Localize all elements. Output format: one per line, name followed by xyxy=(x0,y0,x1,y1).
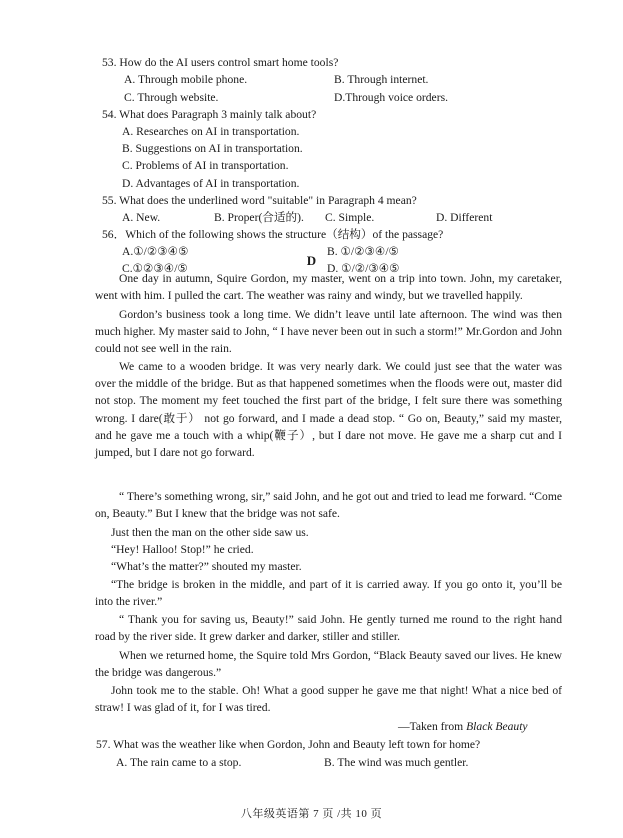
page-footer: 八年级英语第 7 页 /共 10 页 xyxy=(240,808,383,820)
passage-paragraph-8: “The bridge is broken in the middle, and part of it is carried away. If you go onto it, you’ll be into the river.” xyxy=(95,578,562,609)
source-prefix: —Taken from xyxy=(398,720,467,733)
question-54-option-d: D. Advantages of AI in transportation. xyxy=(122,177,300,190)
question-56-option-c: C.①②③④/⑤ xyxy=(122,262,188,275)
question-55-stem: 55. What does the underlined word "suitable" in Paragraph 4 mean? xyxy=(102,194,417,207)
question-53-option-b: B. Through internet. xyxy=(334,73,429,86)
passage-paragraph-2: Gordon’s business took a long time. We didn’t leave until late afternoon. The wind was then much higher. My master said to John, “ I have never been out in such a storm!” Mr.Gordon and John could not see well in the rain. xyxy=(95,308,562,356)
passage-paragraph-11: John took me to the stable. Oh! What a good supper he gave me that night! What a nice bed of straw! I was glad of it, for I was tired. xyxy=(95,684,562,715)
passage-paragraph-6: “Hey! Halloo! Stop!” he cried. xyxy=(111,543,254,556)
question-53-option-c: C. Through website. xyxy=(124,91,219,104)
question-54-option-a: A. Researches on AI in transportation. xyxy=(122,125,300,138)
question-57-option-a: A. The rain came to a stop. xyxy=(116,756,242,769)
passage-paragraph-9: “ Thank you for saving us, Beauty!” said John. He gently turned me round to the right hand road by the river side. It grew darker and darker, stiller and stiller. xyxy=(95,613,562,644)
passage-paragraph-3: We came to a wooden bridge. It was very nearly dark. We could just see that the water was over the middle of the bridge. But as that happened sometimes when the floods were out, master did not stop. The moment my feet touched the first part of the bridge, I felt sure there was something wrong. I dare(敢于） not go forward, and I made a dead stop. “ Go on, Beauty,” said my master, and he gave me a touch with a whip(鞭子）, but I dare not move. He gave me a sharp cut and I jumped, but I dare not go forward. xyxy=(95,360,562,460)
section-title: D xyxy=(306,253,317,268)
question-54-stem: 54. What does Paragraph 3 mainly talk about? xyxy=(102,108,317,121)
question-56-option-b: B. ①/②③④/⑤ xyxy=(327,245,399,258)
question-55-option-b: B. Proper(合适的). xyxy=(214,211,304,224)
question-54-option-c: C. Problems of AI in transportation. xyxy=(122,159,289,172)
passage-paragraph-7: “What’s the matter?” shouted my master. xyxy=(111,560,302,573)
passage-paragraph-1: One day in autumn, Squire Gordon, my master, went on a trip into town. John, my caretaker, went with him. I pulled the cart. The weather was rainy and windy, but we travelled happily. xyxy=(95,272,562,303)
question-53-option-d: D.Through voice orders. xyxy=(334,91,448,104)
passage-source xyxy=(398,718,528,735)
question-57-stem: 57. What was the weather like when Gordon, John and Beauty left town for home? xyxy=(96,738,481,751)
passage-paragraph-5: Just then the man on the other side saw us. xyxy=(111,526,309,539)
question-55-option-d: D. Different xyxy=(436,211,493,224)
passage-paragraph-10: When we returned home, the Squire told Mrs Gordon, “Black Beauty saved our lives. He knew the bridge was dangerous.” xyxy=(95,649,562,680)
question-55-option-a: A. New. xyxy=(122,211,161,224)
question-56-option-d: D. ①/②/③④⑤ xyxy=(327,262,400,275)
question-53-option-a: A. Through mobile phone. xyxy=(124,73,248,86)
question-54-option-b: B. Suggestions on AI in transportation. xyxy=(122,142,303,155)
passage-paragraph-4: “ There’s something wrong, sir,” said John, and he got out and tried to lead me forward. “Come on, Beauty.” But I knew that the bridge was not safe. xyxy=(95,490,562,521)
source-title: Black Beauty xyxy=(466,720,528,733)
question-57-option-b: B. The wind was much gentler. xyxy=(324,756,469,769)
question-55-option-c: C. Simple. xyxy=(325,211,375,224)
question-53-stem: 53. How do the AI users control smart home tools? xyxy=(102,56,339,69)
question-56-stem: 56．Which of the following shows the structure（结构）of the passage? xyxy=(102,228,444,241)
question-56-option-a: A.①/②③④⑤ xyxy=(122,245,189,258)
